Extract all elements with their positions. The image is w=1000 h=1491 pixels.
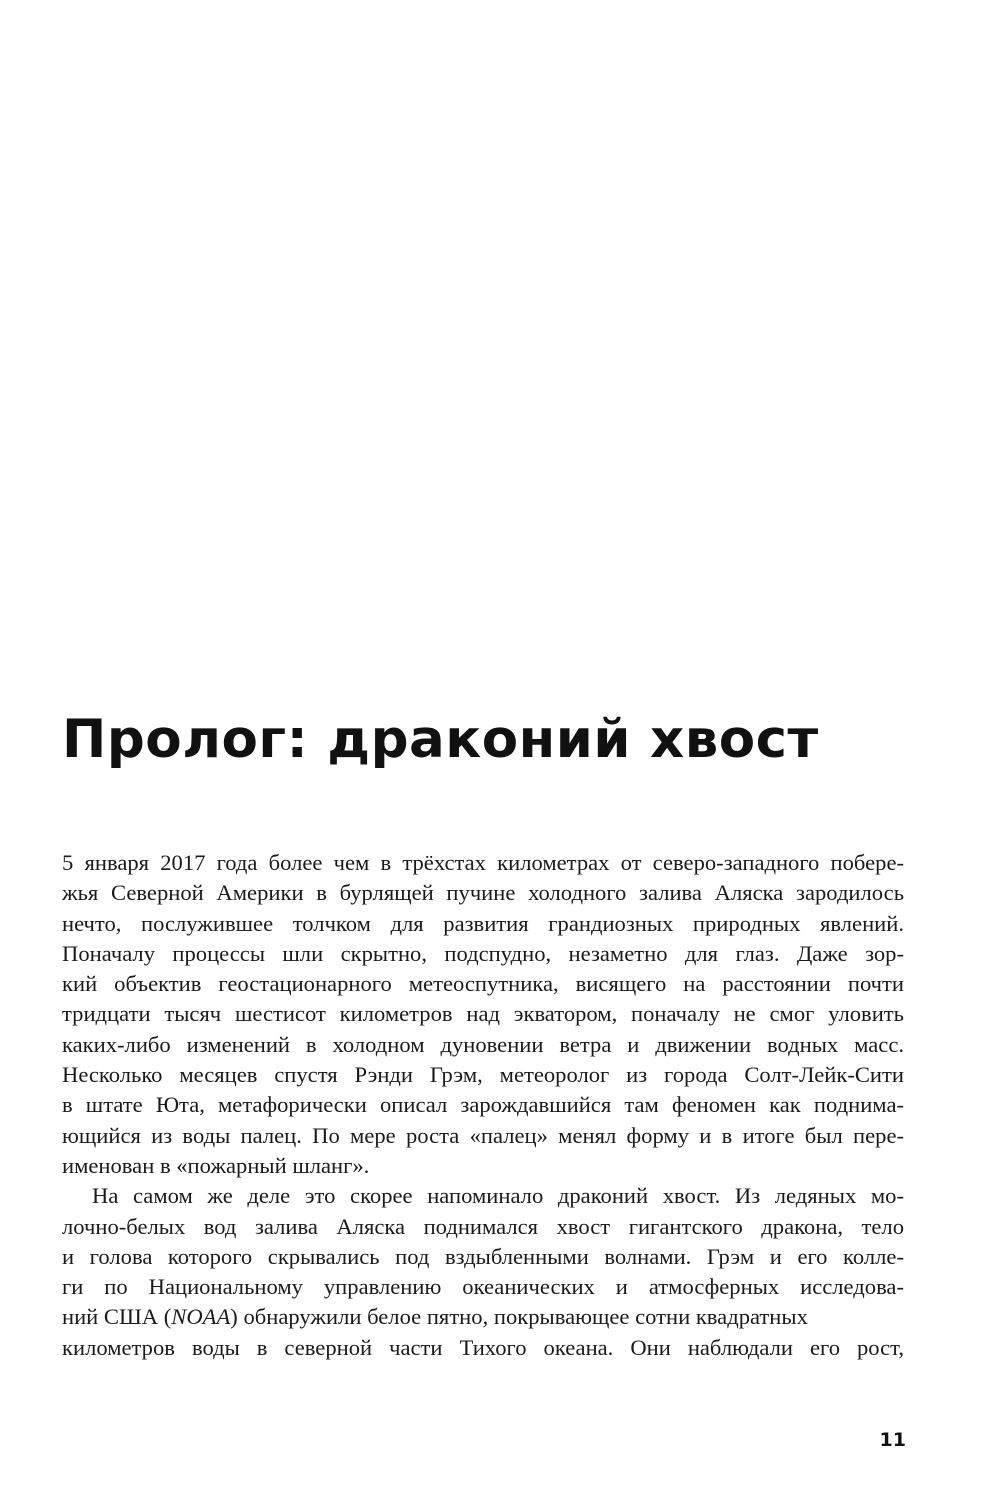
text-line: нечто, послужившее толчком для развития грандиозных природных явлений. [62, 910, 904, 936]
text-line: кий объектив геостационарного метеоспутника, висящего на расстоянии почти [62, 971, 904, 997]
text-line: километров воды в северной части Тихого океана. Они наблюдали его рост, [62, 1334, 904, 1360]
body-text [62, 848, 904, 1363]
text-line: каких-либо изменений в холодном дуновении ветра и движении водных масс. [62, 1031, 904, 1057]
text-fragment: ) обнаружили белое пятно, покрывающее сотни квадратных [230, 1304, 808, 1330]
text-line: ги по Национальному управлению океанических и атмосферных исследова- [62, 1274, 904, 1300]
text-line: тридцати тысяч шестисот километров над экватором, поначалу не смог уловить [62, 1001, 904, 1027]
text-line: ющийся из воды палец. По мере роста «палец» менял форму и в итоге был пере- [62, 1122, 904, 1148]
text-line: 5 января 2017 года более чем в трёхстах километрах от северо-западного побере- [62, 850, 904, 875]
text-line: в штате Юта, метафорически описал зарождавшийся там феномен как поднима- [62, 1092, 904, 1118]
text-line: именован в «пожарный шланг». [62, 1152, 370, 1178]
text-line: жья Северной Америки в бурлящей пучине холодного залива Аляска зародилось [62, 880, 904, 906]
text-line: и голова которого скрывались под вздыбленными волнами. Грэм и его колле- [62, 1243, 904, 1269]
text-fragment-italic: NOAA [171, 1304, 231, 1330]
text-line: лочно-белых вод залива Аляска поднимался хвост гигантского дракона, тело [62, 1213, 904, 1239]
text-line: На самом же деле это скорее напоминало драконий хвост. Из ледяных мо- [92, 1183, 904, 1209]
text-line: Поначалу процессы шли скрытно, подспудно, незаметно для глаз. Даже зор- [62, 940, 904, 966]
page-number: 11 [879, 1429, 906, 1451]
text-fragment: ний США ( [62, 1304, 172, 1330]
text-line: Несколько месяцев спустя Рэнди Грэм, метеоролог из города Солт-Лейк-Сити [62, 1062, 904, 1088]
text-line [62, 1302, 904, 1332]
chapter-title: Пролог: драконий хвост [62, 709, 819, 770]
